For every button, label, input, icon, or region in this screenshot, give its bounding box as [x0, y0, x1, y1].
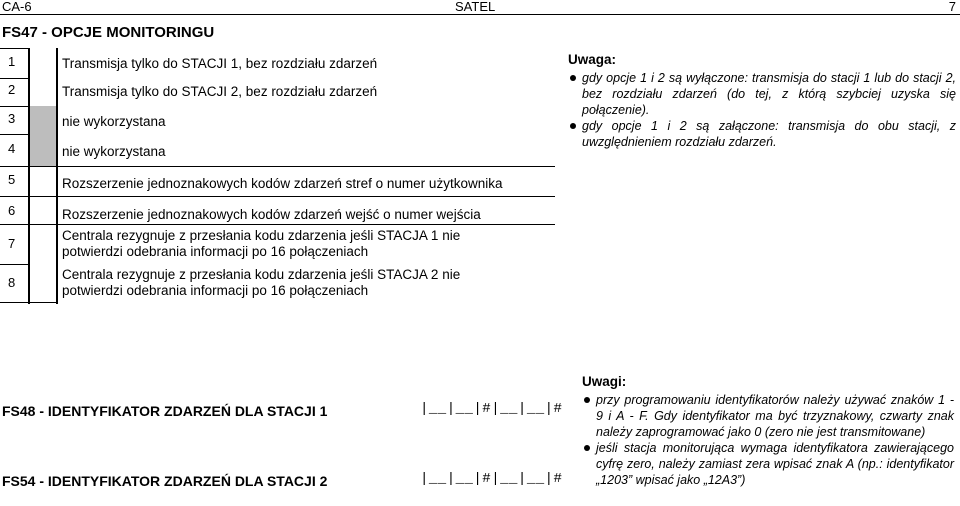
table-rule	[0, 302, 58, 303]
options-table	[0, 48, 555, 304]
table-rule	[0, 78, 30, 79]
option-label: nie wykorzystana	[62, 114, 166, 129]
option-label: Centrala rezygnuje z przesłania kodu zdarzenia jeśli STACJA 1 nie potwierdzi odebrania informacji po 16 połączeniach	[62, 228, 461, 259]
option-label: Transmisja tylko do STACJI 2, bez rozdziału zdarzeń	[62, 84, 378, 99]
option-number: 6	[8, 203, 16, 218]
option-label: nie wykorzystana	[62, 144, 166, 159]
note-title: Uwagi:	[582, 374, 627, 389]
note-item: jeśli stacja monitorująca wymaga identyfikatora zawierającego cyfrę zero, należy zamiast zera wpisać znak A (np.: identyfikator „1203” wpisać jako „12A3”)	[582, 440, 954, 488]
option-4-shade	[30, 134, 56, 166]
table-rule	[0, 106, 30, 107]
option-label: Transmisja tylko do STACJI 1, bez rozdziału zdarzeń	[62, 56, 378, 71]
table-divider	[56, 48, 58, 304]
fs54-id-field: |__|__|#|__|__|#	[420, 471, 563, 487]
option-number: 4	[8, 141, 16, 156]
option-number: 7	[8, 236, 16, 251]
note-item: gdy opcje 1 i 2 są załączone: transmisja do obu stacji, z uwzględnieniem rozdziału zdarzeń.	[568, 118, 956, 150]
option-label: Rozszerzenie jednoznakowych kodów zdarzeń wejść o numer wejścia	[62, 207, 481, 222]
note-identifiers	[582, 374, 954, 488]
option-3-shade	[30, 106, 56, 134]
table-rule	[0, 224, 555, 225]
header-center: SATEL	[455, 0, 496, 14]
table-divider	[28, 48, 30, 304]
option-number: 1	[8, 54, 16, 69]
option-number: 2	[8, 82, 16, 97]
table-rule	[0, 134, 30, 135]
page-header	[0, 0, 960, 14]
header-page-number: 7	[948, 0, 956, 14]
table-rule	[0, 264, 30, 265]
section-title: FS47 - OPCJE MONITORINGU	[2, 24, 215, 41]
option-label: Rozszerzenie jednoznakowych kodów zdarzeń stref o numer użytkownika	[62, 176, 503, 191]
option-label: Centrala rezygnuje z przesłania kodu zdarzenia jeśli STACJA 2 nie potwierdzi odebrania informacji po 16 połączeniach	[62, 267, 461, 298]
option-number: 5	[8, 172, 16, 187]
option-number: 3	[8, 111, 16, 126]
fs48-title: FS48 - IDENTYFIKATOR ZDARZEŃ DLA STACJI 1	[2, 403, 328, 419]
table-rule	[0, 166, 555, 167]
option-number: 8	[8, 275, 16, 290]
table-rule	[0, 196, 555, 197]
note-item: przy programowaniu identyfikatorów należy używać znaków 1 - 9 i A - F. Gdy identyfikator ma być trzyznakowy, czwarty znak należy zaprogramować jako 0 (zero nie jest transmitowane)	[582, 392, 954, 440]
note-fs47	[568, 52, 956, 150]
note-item: gdy opcje 1 i 2 są wyłączone: transmisja do stacji 1 lub do stacji 2, bez rozdziału zdarzeń (do tej, z którą szybciej uzyska się połączenie).	[568, 70, 956, 118]
fs48-id-field: |__|__|#|__|__|#	[420, 401, 563, 417]
fs54-title: FS54 - IDENTYFIKATOR ZDARZEŃ DLA STACJI 2	[2, 473, 328, 489]
note-title: Uwaga:	[568, 52, 617, 67]
header-rule	[0, 14, 960, 15]
table-rule	[0, 48, 30, 49]
header-left: CA-6	[2, 0, 32, 14]
